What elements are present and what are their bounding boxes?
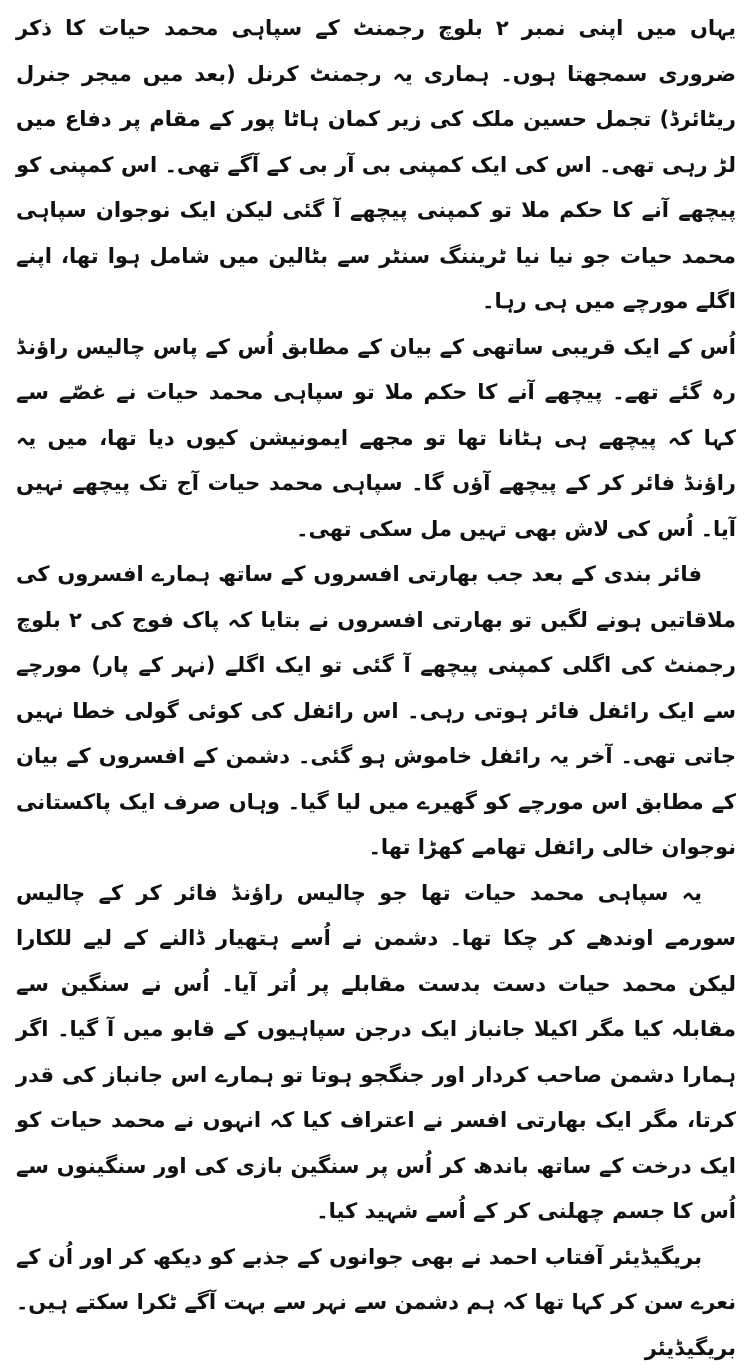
urdu-text-body bbox=[16, 6, 736, 1371]
paragraph-4: یہ سپاہی محمد حیات تھا جو چالیس راؤنڈ فائر کر کے چالیس سورمے اوندھے کر چکا تھا۔ دشمن نے اُسے ہتھیار ڈالنے کے لیے للکارا لیکن محمد حیات دست بدست مقابلے پر اُتر آیا۔ اُس نے سنگین سے مقابلہ کیا مگر اکیلا جانباز ایک درجن سپاہیوں کے قابو میں آ گیا۔ اگر ہمارا دشمن صاحب کردار اور جنگجو ہوتا تو ہمارے اس جانباز کی قدر کرتا، مگر ایک بھارتی افسر نے اعتراف کیا کہ انہوں نے محمد حیات کو ایک درخت کے ساتھ باندھ کر اُس پر سنگین بازی کی اور سنگینوں سے اُس کا جسم چھلنی کر کے اُسے شہید کیا۔ bbox=[16, 871, 736, 1235]
paragraph-5: بریگیڈیئر آفتاب احمد نے بھی جوانوں کے جذبے کو دیکھ کر اور اُن کے نعرے سن کر کہا تھا کہ ہم دشمن سے نہر سے بہت آگے ٹکرا سکتے ہیں۔ بریگیڈیئر bbox=[16, 1235, 736, 1371]
paragraph-1: یہاں میں اپنی نمبر ۲ بلوچ رجمنٹ کے سپاہی محمد حیات کا ذکر ضروری سمجھتا ہوں۔ ہماری یہ رجمنٹ کرنل (بعد میں میجر جنرل ریٹائرڈ) تجمل حسین ملک کی زیر کمان ہاٹا پور کے مقام پر دفاع میں لڑ رہی تھی۔ اس کی ایک کمپنی بی آر بی کے آگے تھی۔ اس کمپنی کو پیچھے آنے کا حکم ملا تو کمپنی پیچھے آ گئی لیکن ایک نوجوان سپاہی محمد حیات جو نیا نیا ٹریننگ سنٹر سے بٹالین میں شامل ہوا تھا، اپنے اگلے مورچے میں ہی رہا۔ bbox=[16, 6, 736, 325]
paragraph-2: اُس کے ایک قریبی ساتھی کے بیان کے مطابق اُس کے پاس چالیس راؤنڈ رہ گئے تھے۔ پیچھے آنے کا حکم ملا تو سپاہی محمد حیات نے غصّے سے کہا کہ پیچھے ہی ہٹانا تھا تو مجھے ایمونیشن کیوں دیا تھا، میں یہ راؤنڈ فائر کر کے پیچھے آؤں گا۔ سپاہی محمد حیات آج تک پیچھے نہیں آیا۔ اُس کی لاش بھی تہیں مل سکی تھی۔ bbox=[16, 325, 736, 553]
paragraph-3: فائر بندی کے بعد جب بھارتی افسروں کے ساتھ ہمارے افسروں کی ملاقاتیں ہونے لگیں تو بھارتی افسروں نے بتایا کہ پاک فوج کی ۲ بلوچ رجمنٹ کی اگلی کمپنی پیچھے آ گئی تو ایک اگلے (نہر کے پار) مورچے سے ایک رائفل فائر ہوتی رہی۔ اس رائفل کی کوئی گولی خطا نہیں جاتی تھی۔ آخر یہ رائفل خاموش ہو گئی۔ دشمن کے افسروں کے بیان کے مطابق اس مورچے کو گھیرے میں لیا گیا۔ وہاں صرف ایک پاکستانی نوجوان خالی رائفل تھامے کھڑا تھا۔ bbox=[16, 552, 736, 871]
